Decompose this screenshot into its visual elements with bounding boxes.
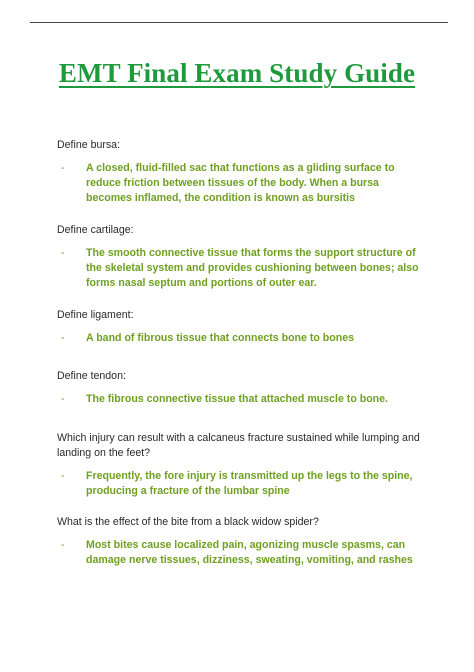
- bullet-dash: -: [61, 332, 65, 344]
- qa-item-bursa: [57, 138, 427, 206]
- answer-block: [57, 331, 427, 346]
- question-text: Define bursa:: [57, 139, 121, 151]
- bullet-dash: -: [61, 162, 65, 174]
- answer-text: The fibrous connective tissue that attached muscle to bone.: [86, 393, 388, 405]
- bullet-dash: -: [61, 393, 65, 405]
- question-text: Define cartilage:: [57, 224, 134, 236]
- answer-block: [57, 469, 427, 499]
- qa-item-black-widow: [57, 515, 427, 568]
- header-rule: [30, 22, 448, 23]
- bullet-dash: -: [61, 470, 65, 482]
- qa-item-cartilage: [57, 223, 427, 291]
- answer-block: [57, 246, 427, 291]
- answer-block: [57, 161, 427, 206]
- qa-item-calcaneus: [57, 431, 427, 499]
- answer-text: Frequently, the fore injury is transmitted up the legs to the spine, producing a fracture of the lumbar spine: [86, 470, 413, 497]
- question-text: Define ligament:: [57, 309, 134, 321]
- answer-block: [57, 538, 427, 568]
- question-text: What is the effect of the bite from a black widow spider?: [57, 516, 319, 528]
- qa-item-tendon: [57, 369, 427, 407]
- qa-item-ligament: [57, 308, 427, 346]
- bullet-dash: -: [61, 247, 65, 259]
- answer-text: Most bites cause localized pain, agonizing muscle spasms, can damage nerve tissues, dizziness, sweating, vomiting, and rashes: [86, 539, 413, 566]
- question-text: Define tendon:: [57, 370, 126, 382]
- answer-block: [57, 392, 427, 407]
- document-title: EMT Final Exam Study Guide: [58, 58, 416, 88]
- bullet-dash: -: [61, 539, 65, 551]
- question-text: Which injury can result with a calcaneus fracture sustained while lumping and landing on the feet?: [57, 432, 420, 459]
- answer-text: A band of fibrous tissue that connects bone to bones: [86, 332, 354, 344]
- answer-text: The smooth connective tissue that forms the support structure of the skeletal system and provides cushioning between bones; also forms nasal septum and portions of outer ear.: [86, 247, 419, 289]
- answer-text: A closed, fluid-filled sac that functions as a gliding surface to reduce friction between tissues of the body. When a bursa becomes inflamed, the condition is known as bursitis: [86, 162, 395, 204]
